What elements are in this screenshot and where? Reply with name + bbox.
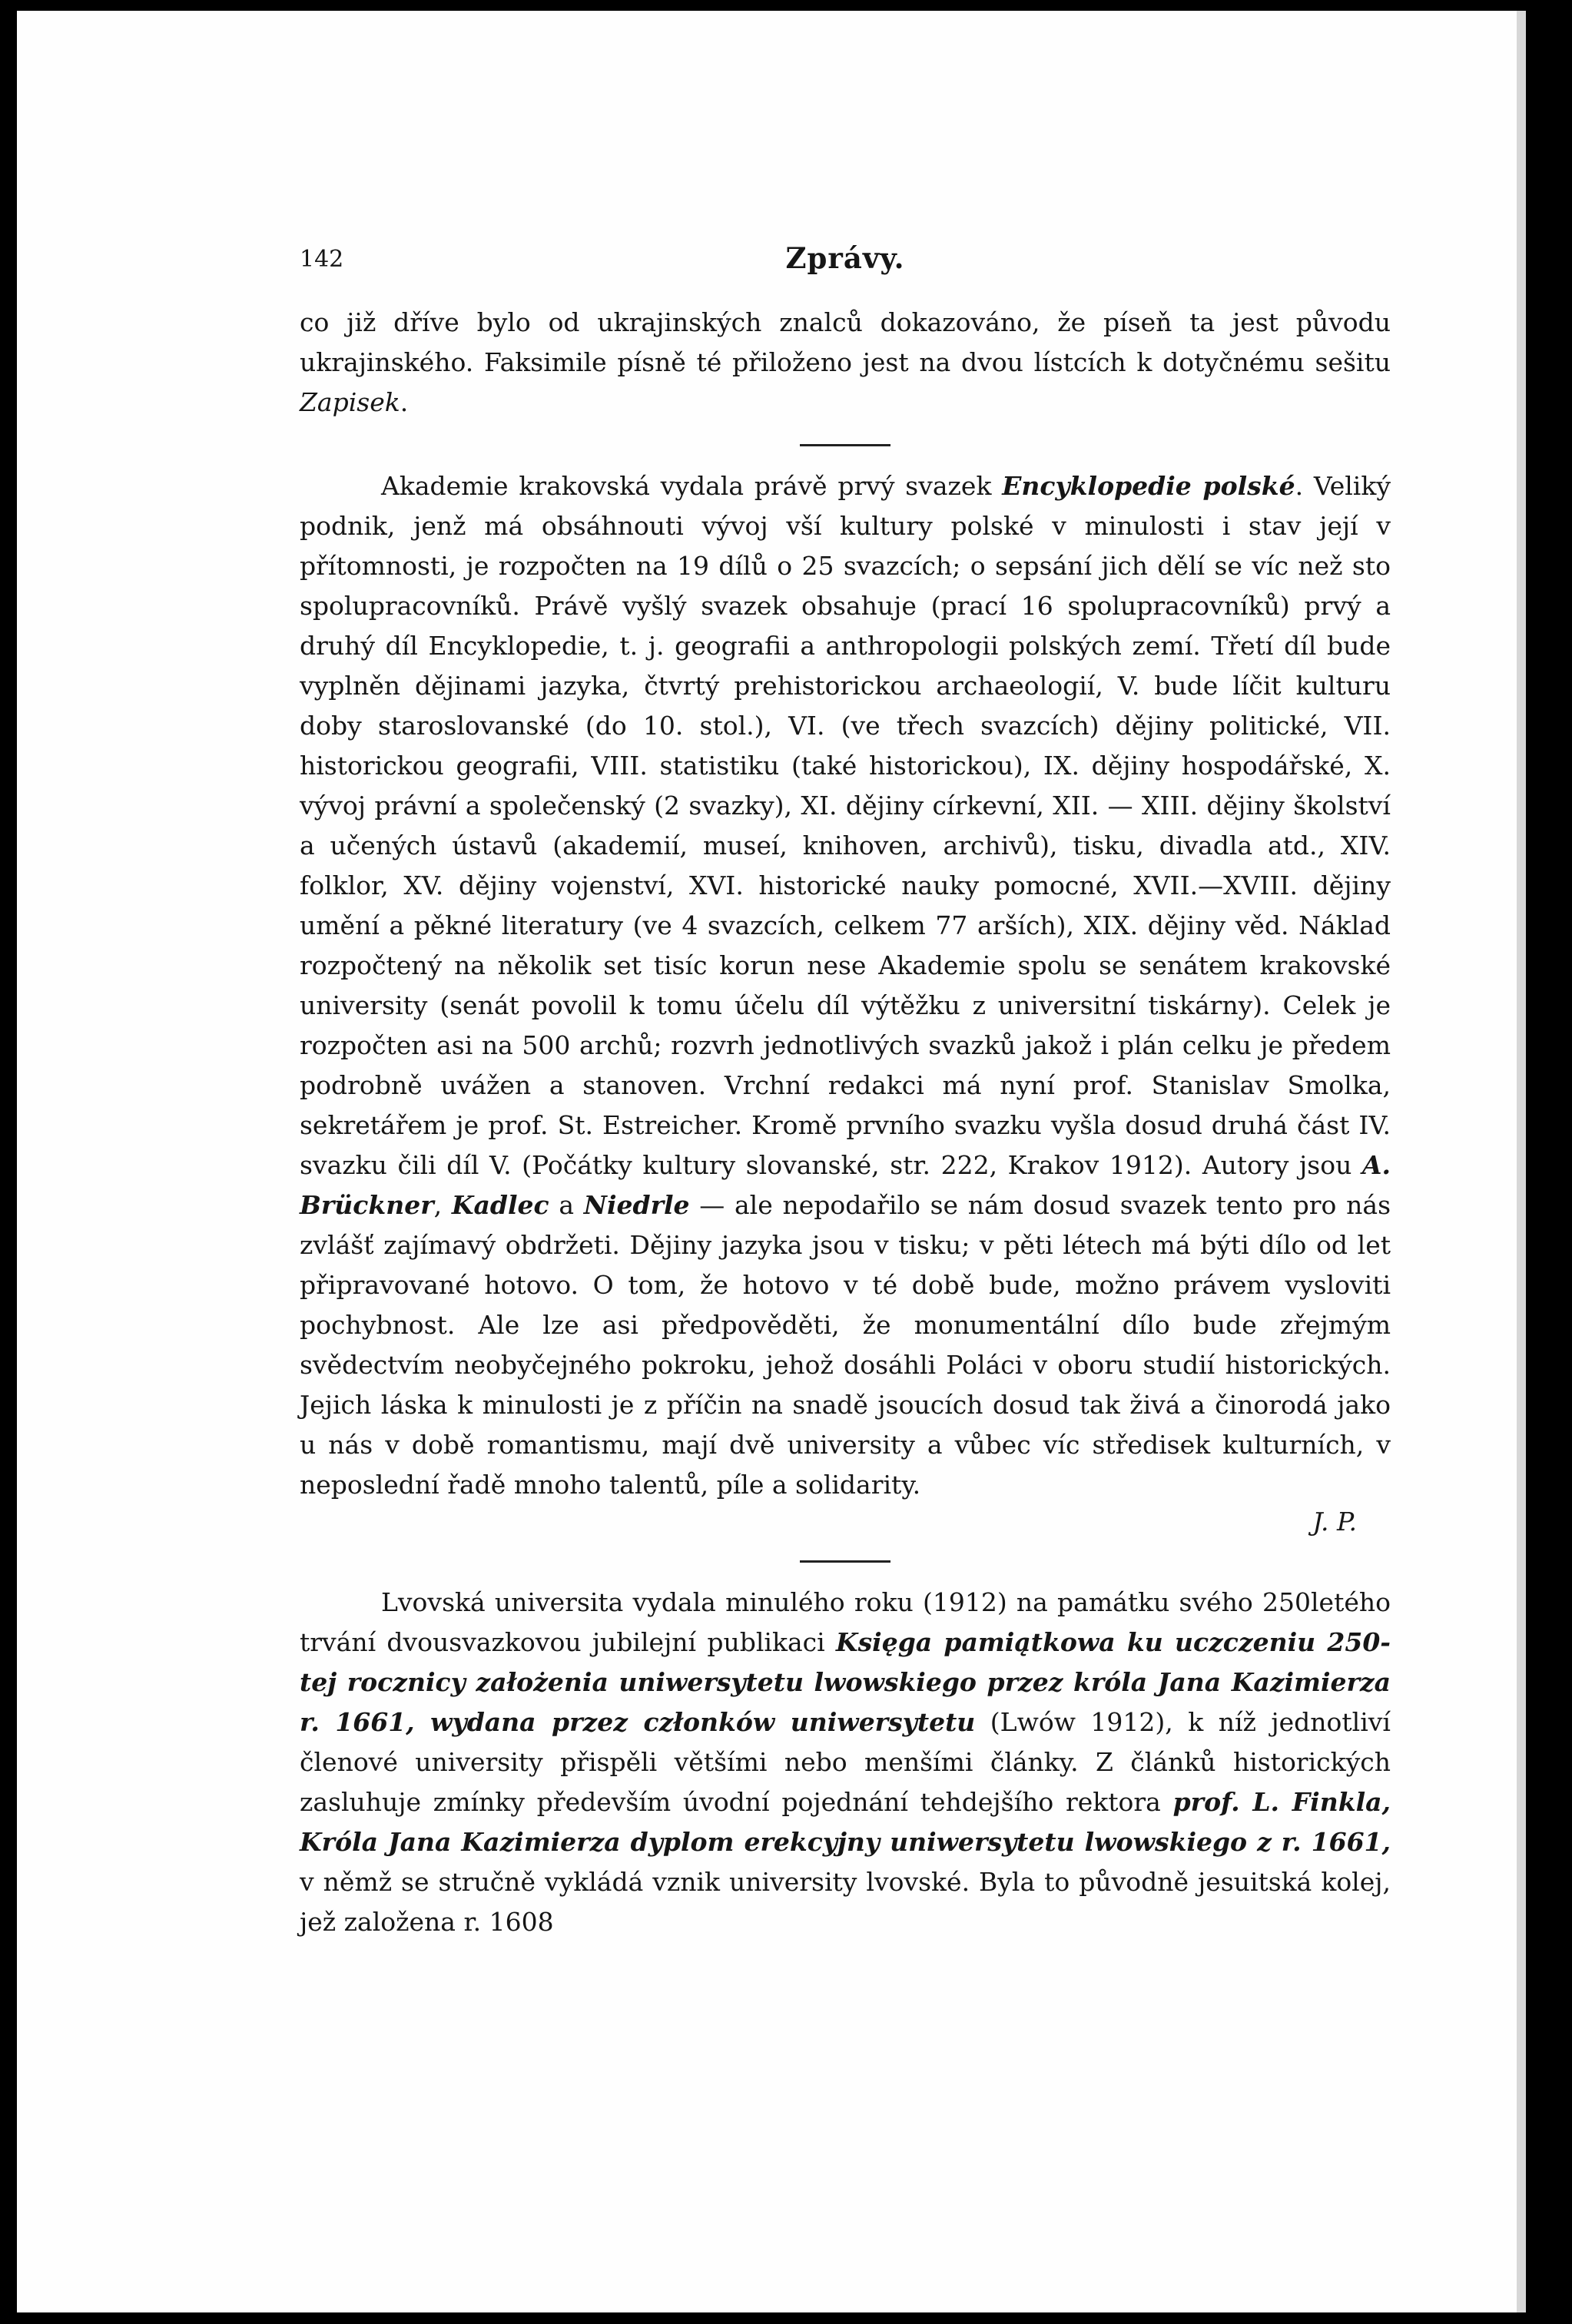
author-name: Niedrle (583, 1190, 690, 1220)
text-column (300, 241, 1391, 1942)
separator-text: a (549, 1190, 584, 1220)
paragraph-text: . (400, 387, 409, 417)
paragraph-ukrainian-song (300, 303, 1391, 423)
author-signature: J. P. (1312, 1507, 1357, 1537)
encyclopedia-title: Encyklopedie polské (1002, 471, 1295, 501)
publication-title: Księga pamiątkowa ku uczczeniu 250-tej rocznicy założenia uniwersytetu lwowskiego przez króla Jana Kazimierza r. 1661, wydana przez członków uniwersytetu (300, 1627, 1391, 1737)
separator-text: , (433, 1190, 452, 1220)
running-head (300, 241, 1391, 303)
paragraph-text: co již dříve bylo od ukrajinských znalců dokazováno, že píseň ta jest původu ukrajinského. Faksimile písně té přiloženo jest na dvou lístcích k dotyčnému sešitu (300, 307, 1391, 377)
binding-edge (1517, 11, 1526, 2312)
author-name: A. Brückner (300, 1150, 1391, 1220)
author-name: Kadlec (451, 1190, 549, 1220)
section-title: Zprávy. (785, 241, 905, 275)
journal-title: Zapisek (300, 387, 400, 417)
page-number: 142 (300, 246, 344, 273)
paragraph-text: (Lwów 1912), k níž jednotliví členové university přispěli většími nebo menšími články. Z článků historických zasluhuje zmínky především úvodní pojednání tehdejšího rektora (300, 1707, 1391, 1817)
paragraph-text: v němž se stručně vykládá vznik university lvovské. Byla to původně jesuitská kolej, jež založena r. 1608 (300, 1867, 1391, 1937)
paragraph-text: Akademie krakovská vydala právě prvý svazek (381, 471, 1003, 501)
rector-article-title: prof. L. Finkla, Króla Jana Kazimierza dyplom erekcyjny uniwersytetu lwowskiego z r. 1661, (300, 1787, 1391, 1857)
paragraph-lwow-university (300, 1583, 1391, 1942)
paragraph-text: — ale nepodařilo se nám dosud svazek tento pro nás zvlášť zajímavý obdržeti. Dějiny jazyka jsou v tisku; v pěti létech má býti dílo od let připravované hotovo. O tom, že hotovo v té době bude, možno právem vysloviti pochybnost. Ale lze asi předpověděti, že monumentální dílo bude zřejmým svědectvím neobyčejného pokroku, jehož dosáhli Poláci v oboru studií historických. Jejich láska k minulosti je z příčin na snadě jsoucích dosud tak živá a činorodá jako u nás v době romantismu, mají dvě university a vůbec víc středisek kulturních, v neposlední řadě mnoho talentů, píle a solidarity. (300, 1190, 1391, 1500)
section-divider (800, 444, 890, 446)
scanned-page (17, 11, 1526, 2312)
paragraph-text: . Veliký podnik, jenž má obsáhnouti vývoj vší kultury polské v minulosti i stav její v přítomnosti, je rozpočten na 19 dílů o 25 svazcích; o sepsání jich dělí se víc než sto spolupracovníků. Právě vyšlý svazek obsahuje (prací 16 spolupracovníků) prvý a druhý díl Encyklopedie, t. j. geografii a anthropologii polských zemí. Třetí díl bude vyplněn dějinami jazyka, čtvrtý prehistorickou archaeologií, V. bude líčit kulturu doby staroslovanské (do 10. stol.), VI. (ve třech svazcích) dějiny politické, VII. historickou geografii, VIII. statistiku (také historickou), IX. dějiny hospodářské, X. vývoj právní a společenský (2 svazky), XI. dějiny církevní, XII. — XIII. dějiny školství a učených ústavů (akademií, museí, knihoven, archivů), tisku, divadla atd., XIV. folklor, XV. dějiny vojenství, XVI. historické nauky pomocné, XVII.—XVIII. dějiny umění a pěkné literatury (ve 4 svazcích, celkem 77 arších), XIX. dějiny věd. Náklad rozpočtený na několik set tisíc korun nese Akademie spolu se senátem krakovské university (senát povolil k tomu účelu díl výtěžku z universitní tiskárny). Celek je rozpočten asi na 500 archů; rozvrh jednotlivých svazků jakož i plán celku je předem podrobně uvážen a stanoven. Vrchní redakci má nyní prof. Stanislav Smolka, sekretářem je prof. St. Estreicher. Kromě prvního svazku vyšla dosud druhá část IV. svazku čili díl V. (Počátky kultury slovanské, str. 222, Krakov 1912). Autory jsou (300, 471, 1391, 1180)
paragraph-encyclopedia (300, 466, 1391, 1505)
paragraph-text: Lvovská universita vydala minulého roku (1912) na památku svého 250letého trvání dvousvazkovou jubilejní publikaci (300, 1587, 1391, 1657)
section-divider (800, 1560, 890, 1563)
